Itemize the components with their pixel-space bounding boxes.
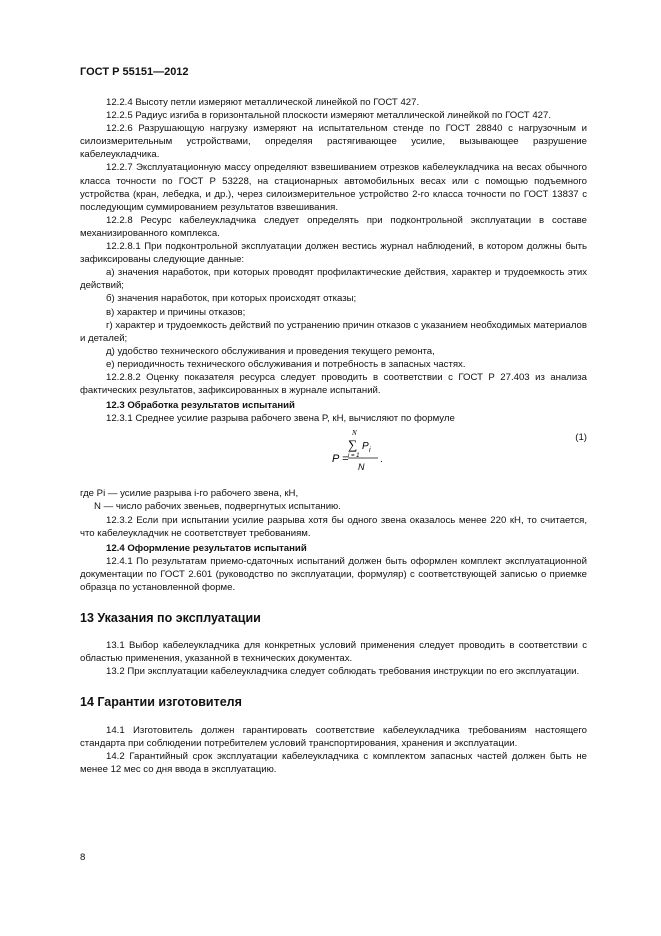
sum-sign: ∑ — [348, 437, 358, 453]
paragraph-12-2-6: 12.2.6 Разрушающую нагрузку измеряют на испытательном стенде по ГОСТ 28840 с нагрузочным и силоизмерительным устройствами, определяя растягивающее усилие, вызывающее разрушение кабелеукладчика. — [80, 123, 587, 161]
list-item-b: б) значения наработок, при которых происходят отказы; — [106, 293, 357, 305]
list-item-g: г) характер и трудоемкость действий по устранению причин отказов с указанием необходимых материалов и деталей; — [80, 319, 587, 344]
formula-end-period: . — [380, 454, 383, 466]
list-item-e: е) периодичность технического обслуживания и потребность в запасных частях. — [106, 358, 466, 370]
sum-upper-limit: N — [352, 429, 357, 438]
section-13-title: 13 Указания по эксплуатации — [80, 611, 261, 626]
standard-code-header: ГОСТ Р 55151—2012 — [80, 66, 189, 78]
paragraph-12-2-5: 12.2.5 Радиус изгиба в горизонтальной плоскости измеряют металлической линейкой по ГОСТ 427. — [106, 110, 552, 122]
subsection-12-3-title: 12.3 Обработка результатов испытаний — [106, 400, 295, 412]
list-item-a: а) значения наработок, при которых проводят профилактические действия, характер и трудоемкость этих действий; — [80, 267, 587, 292]
paragraph-12-3-1: 12.3.1 Среднее усилие разрыва рабочего звена P, кН, вычисляют по формуле — [106, 413, 455, 425]
paragraph-12-2-8-1: 12.2.8.1 При подконтрольной эксплуатации должен вестись журнал наблюдений, в котором должны быть зафиксированы следующие данные: — [80, 241, 587, 266]
paragraph-12-2-4: 12.2.4 Высоту петли измеряют металлической линейкой по ГОСТ 427. — [106, 97, 420, 108]
section-14-title: 14 Гарантии изготовителя — [80, 695, 242, 710]
sum-lower-limit: i = 1 — [348, 453, 360, 460]
sum-term-index: i — [369, 447, 371, 455]
formula-expression — [332, 425, 452, 487]
paragraph-12-3-2: 12.3.2 Если при испытании усилие разрыва хотя бы одного звена оказалось менее 220 кН, то считается, что кабелеукладчик не соответствует требованиям. — [80, 514, 587, 539]
page-number: 8 — [80, 852, 86, 863]
paragraph-12-4-1: 12.4.1 По результатам приемо-сдаточных испытаний должен быть оформлен комплект эксплуатационной документации по ГОСТ 2.601 (руководство по эксплуатации, формуляр) с соответствующей записью о приемке образца по установленной форме. — [80, 555, 587, 593]
sum-term: P — [362, 441, 369, 453]
formula-lhs: P = — [332, 453, 349, 466]
paragraph-12-2-8: 12.2.8 Ресурс кабелеукладчика следует определять при подконтрольной эксплуатации в составе механизированного комплекса. — [80, 214, 587, 239]
paragraph-14-1: 14.1 Изготовитель должен гарантировать соответствие кабелеукладчика требованиям настоящего стандарта при соблюдении потребителем условий транспортирования, хранения и эксплуатации. — [80, 724, 587, 749]
where-line-n: N — число рабочих звеньев, подвергнутых испытанию. — [94, 501, 341, 513]
paragraph-14-2: 14.2 Гарантийный срок эксплуатации кабелеукладчика с комплектом запасных частей должен быть не менее 12 мес со дня ввода в эксплуатацию. — [80, 750, 587, 775]
paragraph-12-2-7: 12.2.7 Эксплуатационную массу определяют взвешиванием отрезков кабелеукладчика на весах обычного класса точности по ГОСТ Р 53228, на стационарных автомобильных весах или с помощью подъемного устройства (кран, лебедка, и др.), через силоизмерительное устройство 2-го класса точности по ГОСТ 13837 с последующим суммированием результатов взвешивания. — [80, 162, 587, 213]
paragraph-12-2-8-2: 12.2.8.2 Оценку показателя ресурса следует проводить в соответствии с ГОСТ Р 27.403 из анализа фактических результатов, зафиксированных в журнале испытаний. — [80, 371, 587, 397]
paragraph-13-2: 13.2 При эксплуатации кабелеукладчика следует соблюдать требования инструкции по его эксплуатации. — [106, 666, 580, 678]
where-line-pi: где Pi — усилие разрыва i-го рабочего звена, кН, — [80, 488, 299, 500]
list-item-d: д) удобство технического обслуживания и проведения текущего ремонта, — [106, 345, 435, 357]
formula-denominator: N — [358, 462, 365, 473]
formula-1 — [80, 425, 587, 487]
paragraph-13-1: 13.1 Выбор кабелеукладчика для конкретных условий применения следует проводить в соответствии с областью применения, указанной в технических документах. — [80, 640, 587, 665]
subsection-12-4-title: 12.4 Оформление результатов испытаний — [106, 542, 307, 554]
list-item-v: в) характер и причины отказов; — [106, 306, 246, 318]
document-body — [80, 96, 587, 776]
formula-number: (1) — [575, 432, 587, 444]
